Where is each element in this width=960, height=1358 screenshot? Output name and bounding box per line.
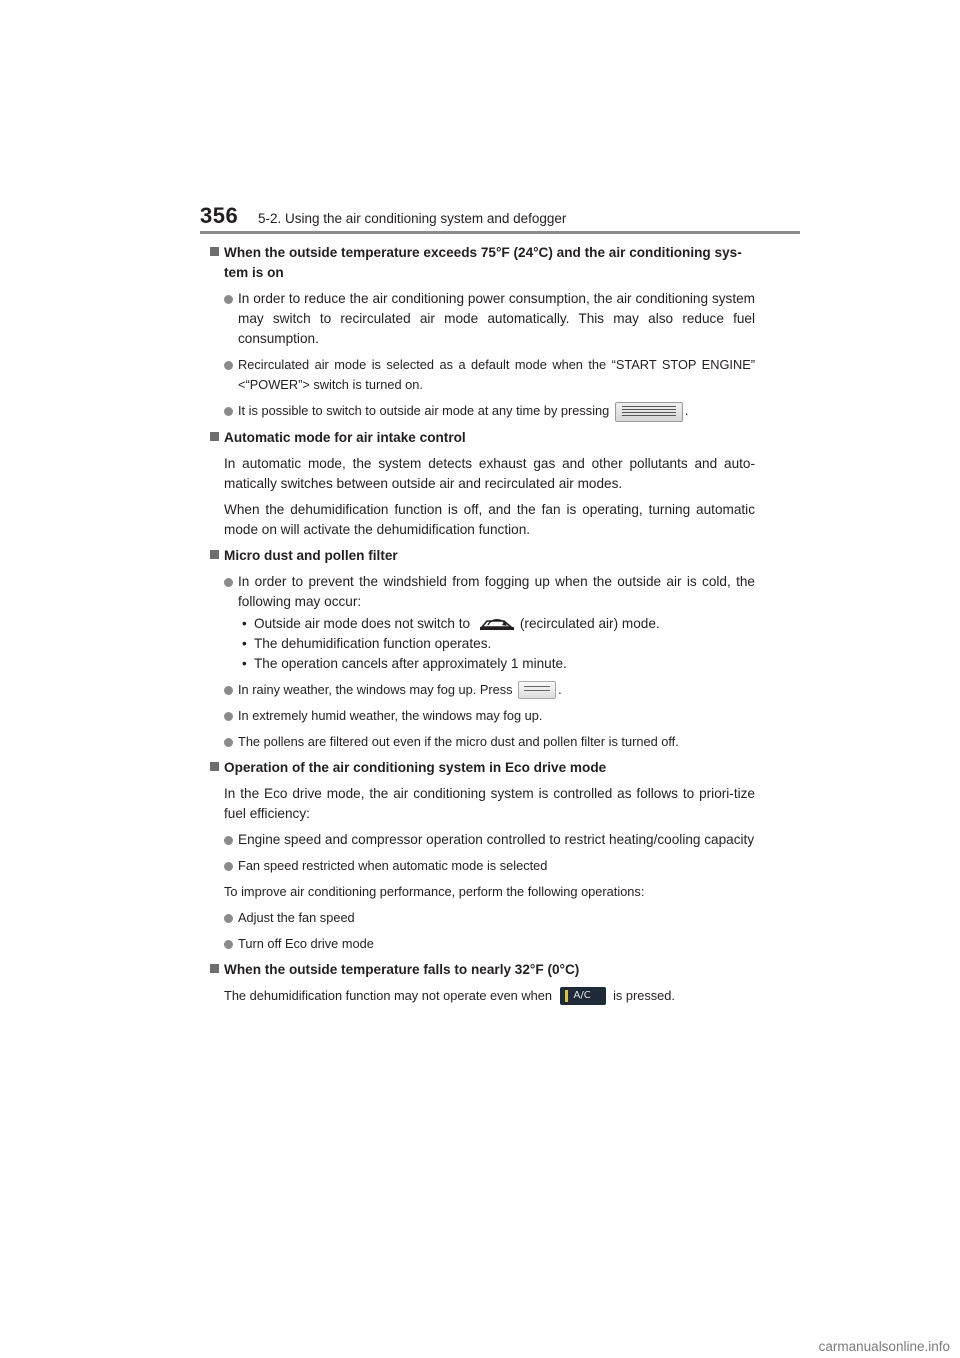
heading-outside-temp-falls: When the outside temperature falls to nearly 32°F (0°C) [210,960,755,980]
bullet-dot-icon [224,361,233,370]
square-marker-icon [210,247,219,256]
watermark: carmanualsonline.info [818,1339,950,1354]
ac-button-icon: A/C [560,987,606,1005]
bullet-dot-icon [224,686,233,695]
square-marker-icon [210,762,219,771]
heading-outside-temp-exceeds: When the outside temperature exceeds 75°F (24°C) and the air conditioning sys-tem is on [210,243,755,283]
sub-item: • Outside air mode does not switch to (recirculated air) mode. [238,614,755,634]
square-marker-icon [210,432,219,441]
windshield-defogger-button-icon [615,402,683,422]
bullet-item: In order to reduce the air conditioning power consumption, the air conditioning system may switch to recirculated air mode automatically. This may also reduce fuel consumption. [224,289,755,349]
bullet-item: It is possible to switch to outside air mode at any time by pressing . [224,401,755,422]
bullet-dot-icon [224,940,233,949]
sub-list [210,614,755,674]
bullet-item: In extremely humid weather, the windows may fog up. [224,706,755,726]
paragraph: To improve air conditioning performance, perform the following operations: [224,883,645,899]
recirculated-air-icon [478,615,516,633]
square-marker-icon [210,964,219,973]
bullet-dot-icon [224,407,233,416]
bullet-item: Adjust the fan speed [224,908,755,928]
heading-micro-dust-filter: Micro dust and pollen filter [210,546,755,566]
defogger-button-icon [518,681,556,699]
heading-automatic-mode: Automatic mode for air intake control [210,428,755,448]
bullet-item: Engine speed and compressor operation controlled to restrict heating/cooling capacity [224,830,755,850]
bullet-item: Fan speed restricted when automatic mode is selected [224,856,755,876]
bullet-dot-icon [224,862,233,871]
bullet-dot-icon [224,836,233,845]
bullet-dot-icon [224,914,233,923]
heading-eco-drive-mode: Operation of the air conditioning system in Eco drive mode [210,758,755,778]
bullet-item: Recirculated air mode is selected as a default mode when the “START STOP ENGINE” <“POWER”> switch is turned on. [224,355,755,395]
paragraph: When the dehumidification function is off, and the fan is operating, turning automatic mode on will activate the dehumidification function. [224,501,755,537]
bullet-dot-icon [224,738,233,747]
sub-item: • The operation cancels after approximately 1 minute. [242,655,567,671]
bullet-item: In rainy weather, the windows may fog up. Press . [224,680,755,700]
bullet-item: Turn off Eco drive mode [224,934,755,954]
paragraph: The dehumidification function may not operate even when A/C is pressed. [224,986,755,1006]
bullet-dot-icon [224,578,233,587]
bullet-dot-icon [224,712,233,721]
page-content [210,243,755,1012]
bullet-dot-icon [224,295,233,304]
sub-item: • The dehumidification function operates. [242,635,492,651]
section-title: 5-2. Using the air conditioning system and defogger [258,211,567,226]
paragraph: In automatic mode, the system detects exhaust gas and other pollutants and auto-matically switches between outside air and recirculated air modes. [224,455,755,491]
bullet-item: The pollens are filtered out even if the micro dust and pollen filter is turned off. [224,732,755,752]
paragraph: In the Eco drive mode, the air conditioning system is controlled as follows to priori-tize fuel efficiency: [224,785,755,821]
header-rule [200,231,800,234]
bullet-item: In order to prevent the windshield from fogging up when the outside air is cold, the following may occur: [224,572,755,612]
page-header [200,203,800,235]
square-marker-icon [210,550,219,559]
page-number: 356 [200,203,239,228]
